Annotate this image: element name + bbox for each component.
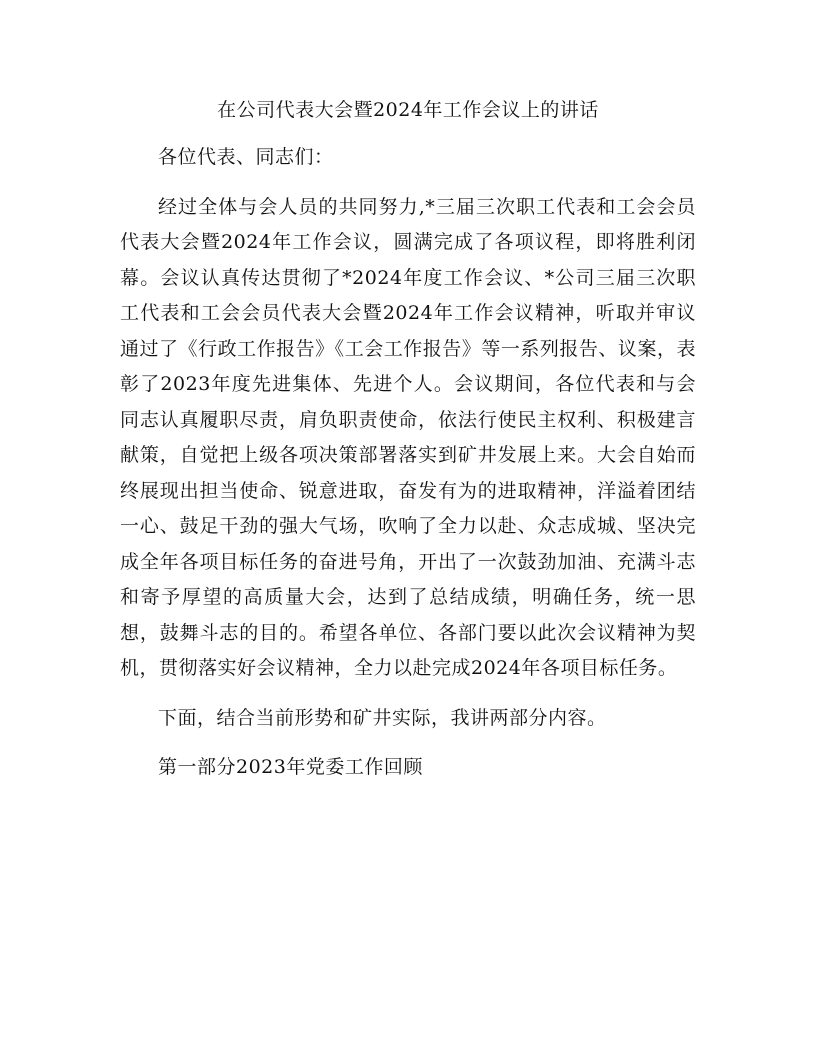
salutation-paragraph: 各位代表、同志们： (158, 146, 334, 168)
opening-paragraph: 经过全体与会人员的共同努力,*三届三次职工代表和工会会员代表大会暨2024年工作会议，圆满完成了各项议程，即将胜利闭幕。会议认真传达贯彻了*2024年度工作会议、*公司三届三次职工代表和工会会员代表大会暨2024年工作会议精神，听取并审议通过了《行政工作报告》《工会工作报告》等一系列报告、议案，表彰了2023年度先进集体、先进个人。会议期间，各位代表和与会同志认真履职尽责，肩负职责使命，依法行使民主权利、积极建言献策，自觉把上级各项决策部署落实到矿井发展上来。大会自始而终展现出担当使命、锐意进取，奋发有为的进取精神，洋溢着团结一心、鼓足干劲的强大气场，吹响了全力以赴、众志成城、坚决完成全年各项目标任务的奋进号角，开出了一次鼓劲加油、充满斗志和寄予厚望的高质量大会，达到了总结成绩，明确任务，统一思想，鼓舞斗志的目的。希望各单位、各部门要以此次会议精神为契机，贯彻落实好会议精神，全力以赴完成2024年各项目标任务。 (120, 195, 696, 679)
document-title: 在公司代表大会暨2024年工作会议上的讲话 (217, 99, 599, 121)
document-body (120, 140, 696, 800)
section-heading: 第一部分2023年党委工作回顾 (158, 756, 423, 778)
transition-paragraph: 下面，结合当前形势和矿井实际，我讲两部分内容。 (158, 706, 607, 729)
